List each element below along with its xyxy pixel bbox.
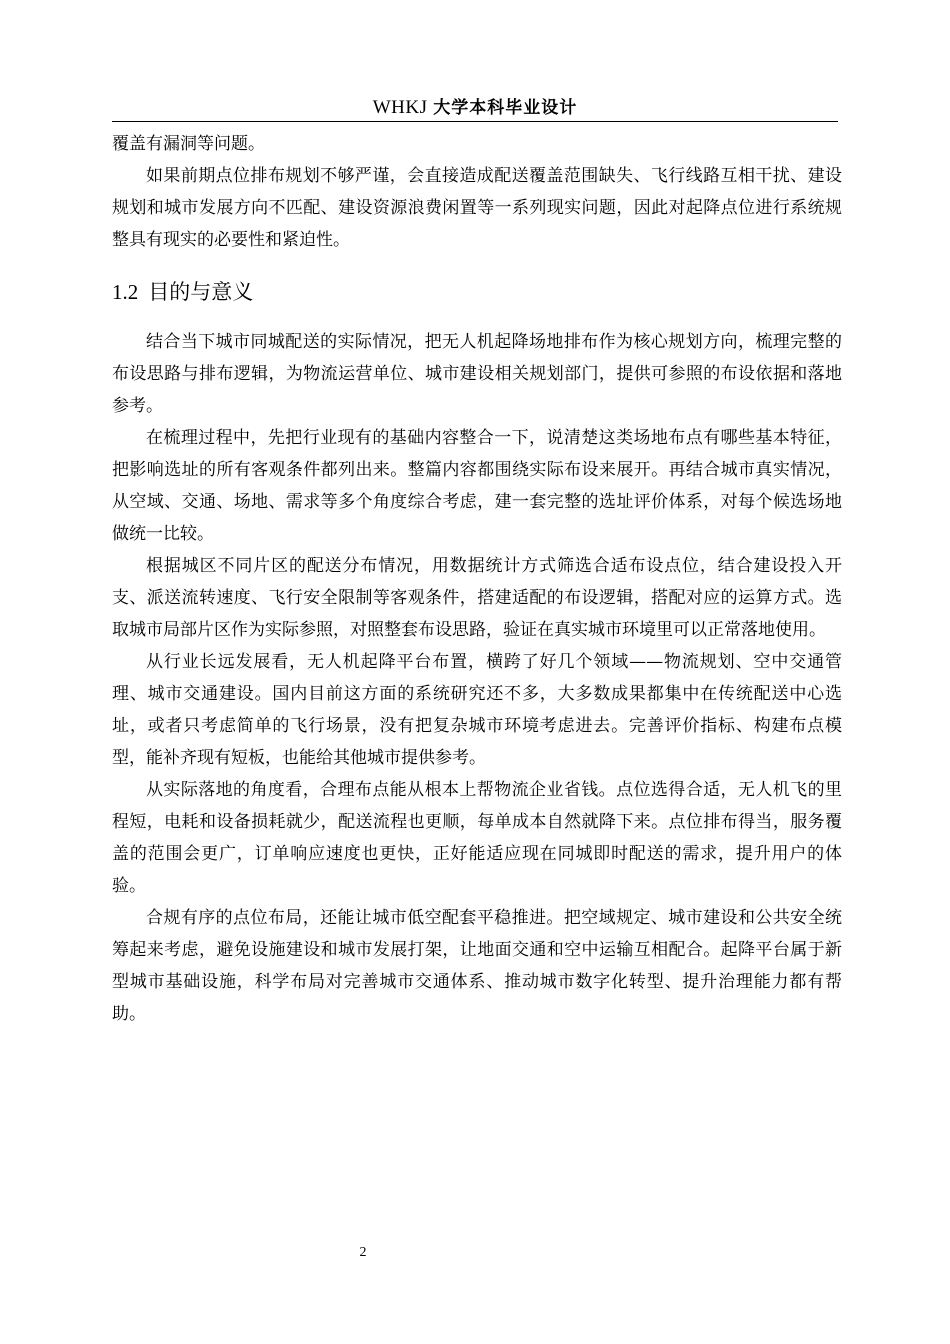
section-number: 1.2 (112, 280, 139, 304)
header-latin-text: WHKJ (372, 97, 428, 118)
paragraph: 结合当下城市同城配送的实际情况，把无人机起降场地排布作为核心规划方向，梳理完整的布设思路与排布逻辑，为物流运营单位、城市建设相关规划部门，提供可参照的布设依据和落地参考。 (112, 332, 842, 416)
page-header (112, 95, 838, 122)
page-number: 2 (359, 1245, 367, 1260)
paragraph: 在梳理过程中，先把行业现有的基础内容整合一下，说清楚这类场地布点有哪些基本特征，把影响选址的所有客观条件都列出来。整篇内容都围绕实际布设来展开。再结合城市真实情况，从空域、交通、场地、需求等多个角度综合考虑，建一套完整的选址评价体系，对每个候选场地做统一比较。 (112, 428, 842, 544)
paragraph: 从实际落地的角度看，合理布点能从根本上帮物流企业省钱。点位选得合适，无人机飞的里程短，电耗和设备损耗就少，配送流程也更顺，每单成本自然就降下来。点位排布得当，服务覆盖的范围会更广，订单响应速度也更快，正好能适应现在同城即时配送的需求，提升用户的体验。 (112, 780, 842, 896)
paragraph: 如果前期点位排布规划不够严谨，会直接造成配送覆盖范围缺失、飞行线路互相干扰、建设规划和城市发展方向不匹配、建设资源浪费闲置等一系列现实问题，因此对起降点位进行系统规整具有现实的必要性和紧迫性。 (112, 166, 842, 250)
paragraph-continued: 覆盖有漏洞等问题。 (112, 134, 265, 154)
paragraph: 从行业长远发展看，无人机起降平台布置，横跨了好几个领域——物流规划、空中交通管理、城市交通建设。国内目前这方面的系统研究还不多，大多数成果都集中在传统配送中心选址，或者只考虑简单的飞行场景，没有把复杂城市环境考虑进去。完善评价指标、构建布点模型，能补齐现有短板，也能给其他城市提供参考。 (112, 652, 842, 768)
document-body (112, 128, 842, 1030)
header-title: 大学本科毕业设计 (433, 98, 578, 118)
section-heading (112, 276, 842, 308)
section-title: 目的与意义 (148, 280, 254, 304)
paragraph: 根据城区不同片区的配送分布情况，用数据统计方式筛选合适布设点位，结合建设投入开支、派送流转速度、飞行安全限制等客观条件，搭建适配的布设逻辑，搭配对应的运算方式。选取城市局部片区作为实际参照，对照整套布设思路，验证在真实城市环境里可以正常落地使用。 (112, 556, 842, 640)
paragraph: 合规有序的点位布局，还能让城市低空配套平稳推进。把空域规定、城市建设和公共安全统筹起来考虑，避免设施建设和城市发展打架，让地面交通和空中运输互相配合。起降平台属于新型城市基础设施，科学布局对完善城市交通体系、推动城市数字化转型、提升治理能力都有帮助。 (112, 908, 842, 1024)
